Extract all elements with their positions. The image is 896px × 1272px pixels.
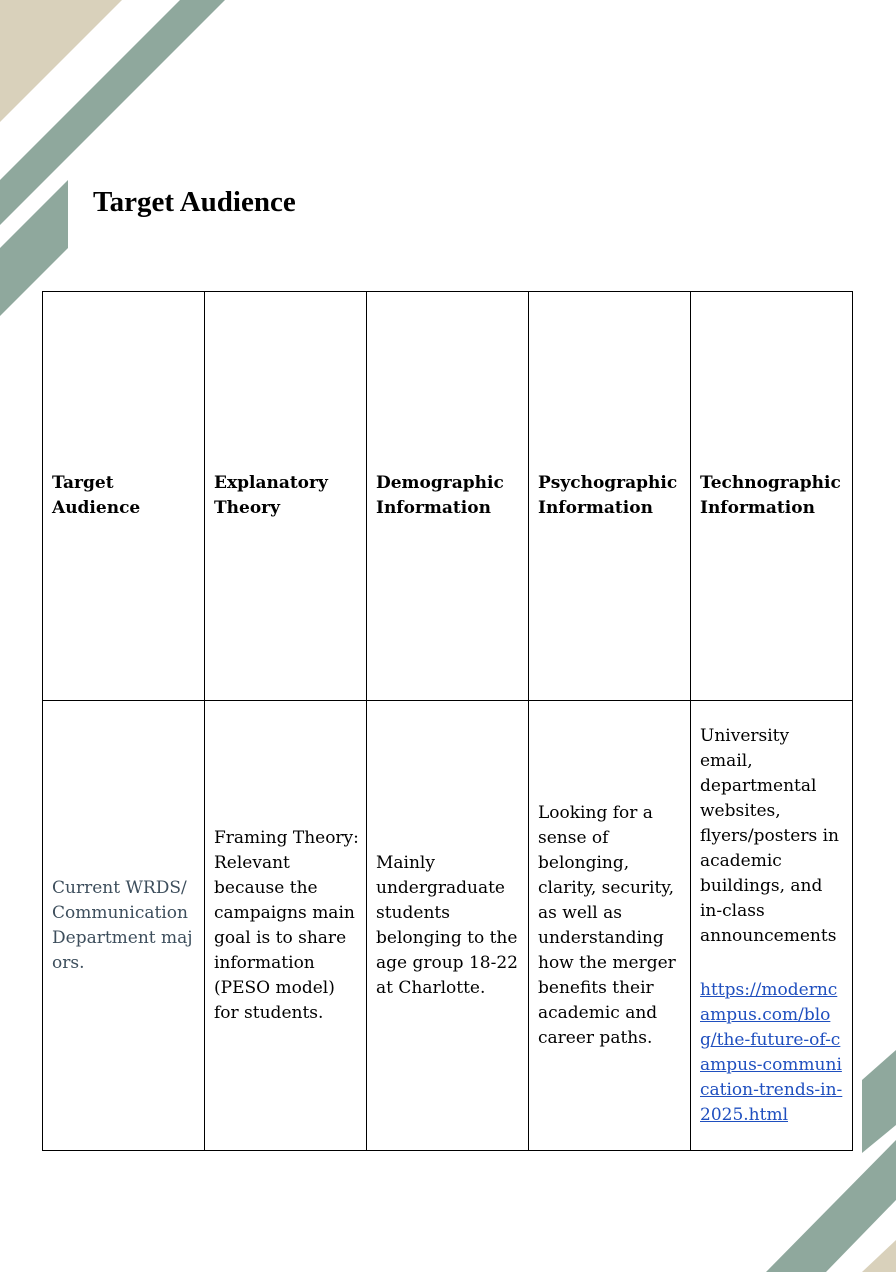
header-technographic-information: Technographic Information (691, 292, 853, 701)
header-psychographic-information: Psychographic Information (529, 292, 691, 701)
header-demographic-information: Demographic Information (367, 292, 529, 701)
cell-technographic (691, 701, 853, 1151)
sage-bottom-stripe (766, 1140, 896, 1272)
reference-link[interactable]: https://moderncampus.com/blog/the-future-of-campus-communication-trends-in-2025.html (700, 979, 843, 1125)
table-row (43, 701, 853, 1151)
header-target-audience: Target Audience (43, 292, 205, 701)
technographic-text: University email, departmental websites, flyers/posters in academic buildings, and in-class announcements (700, 725, 839, 946)
cell-target-audience: Current WRDS/Communication Department majors. (43, 701, 205, 1151)
beige-bottom-corner (862, 1240, 896, 1272)
cell-explanatory-theory: Framing Theory: Relevant because the campaigns main goal is to share information (PESO model) for students. (205, 701, 367, 1151)
header-explanatory-theory: Explanatory Theory (205, 292, 367, 701)
cell-psychographic: Looking for a sense of belonging, clarity, security, as well as understanding how the merger benefits their academic and career paths. (529, 701, 691, 1151)
page-title: Target Audience (93, 186, 296, 218)
cell-demographic: Mainly undergraduate students belonging to the age group 18-22 at Charlotte. (367, 701, 529, 1151)
table-header-row (43, 292, 853, 701)
sage-wedge-shape-bottom (862, 1050, 896, 1153)
target-audience-table (42, 291, 853, 1151)
